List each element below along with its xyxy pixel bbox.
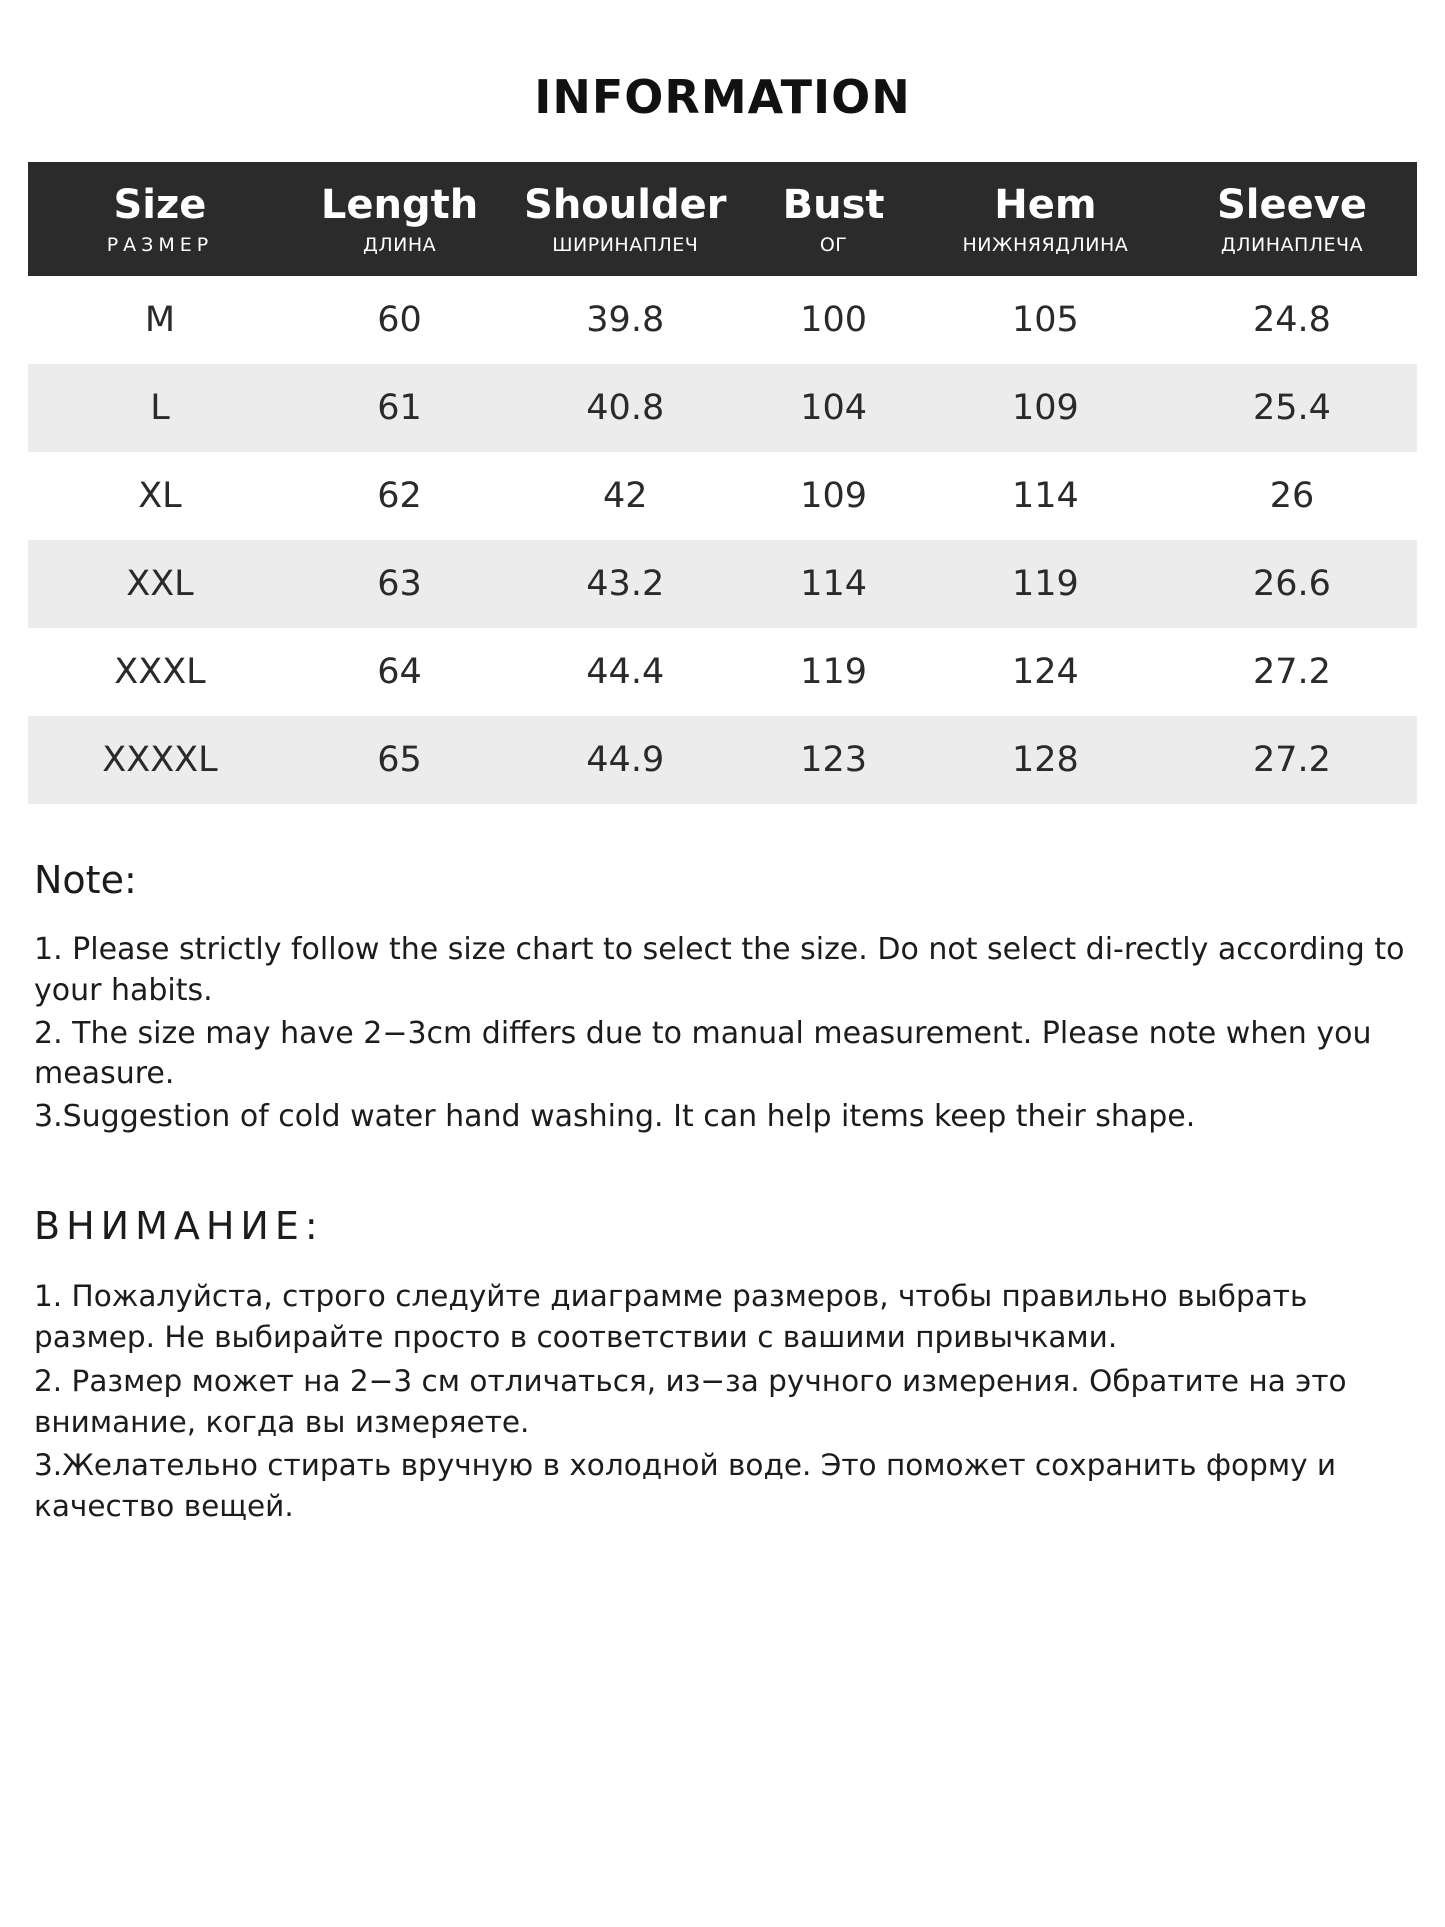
note-heading-russian: ВНИМАНИЕ: — [34, 1203, 324, 1248]
cell-hem: 114 — [1012, 476, 1079, 516]
column-header-sleeve — [1167, 162, 1417, 276]
cell-shoulder: 43.2 — [586, 564, 665, 604]
note-lines-english — [34, 930, 1411, 1138]
column-header-size — [28, 162, 292, 276]
note-heading-english: Note: — [34, 858, 137, 902]
column-header-hem — [924, 162, 1167, 276]
table-row — [28, 276, 1417, 364]
cell-bust: 104 — [800, 388, 867, 428]
column-header-hem-en: Hem — [994, 182, 1097, 228]
note-line: 2. Размер может на 2−3 см отличаться, из−за ручного измерения. Обратите на это внимание, когда вы измеряете. — [34, 1363, 1347, 1439]
column-header-size-en: Size — [113, 182, 207, 228]
size-chart-table — [28, 162, 1417, 804]
cell-shoulder: 40.8 — [586, 388, 665, 428]
cell-hem: 109 — [1012, 388, 1079, 428]
table-row — [28, 716, 1417, 804]
cell-length: 64 — [377, 652, 422, 692]
cell-bust: 123 — [800, 740, 867, 780]
table-row — [28, 364, 1417, 452]
cell-size: M — [144, 300, 176, 340]
cell-length: 60 — [377, 300, 422, 340]
table-row — [28, 540, 1417, 628]
table-row — [28, 452, 1417, 540]
cell-size: XXXXL — [102, 740, 218, 780]
cell-bust: 109 — [800, 476, 867, 516]
cell-length: 62 — [377, 476, 422, 516]
cell-size: XL — [138, 476, 182, 516]
column-header-shoulder — [507, 162, 743, 276]
table-header-row — [28, 162, 1417, 276]
column-header-shoulder-en: Shoulder — [524, 182, 727, 228]
cell-shoulder: 44.4 — [586, 652, 665, 692]
column-header-sleeve-en: Sleeve — [1216, 182, 1367, 228]
table-body — [28, 276, 1417, 804]
cell-size: XXXL — [114, 652, 206, 692]
note-line: 2. The size may have 2−3cm differs due to manual measurement. Please note when you measure. — [34, 1015, 1372, 1092]
column-header-bust-ru: ОГ — [819, 234, 848, 256]
note-section-english — [28, 858, 1417, 1138]
page-title: INFORMATION — [534, 70, 911, 124]
cell-sleeve: 26.6 — [1253, 564, 1331, 604]
column-header-bust — [743, 162, 924, 276]
note-line: 1. Please strictly follow the size chart to select the size. Do not select di-rectly according to your habits. — [34, 932, 1405, 1008]
note-section-russian — [28, 1204, 1417, 1528]
cell-shoulder: 44.9 — [586, 740, 665, 780]
column-header-length — [292, 162, 507, 276]
column-header-bust-en: Bust — [782, 182, 885, 228]
column-header-hem-ru: НИЖНЯЯДЛИНА — [962, 234, 1129, 256]
cell-sleeve: 27.2 — [1253, 740, 1331, 780]
note-line: 3.Желательно стирать вручную в холодной воде. Это поможет сохранить форму и качество вещей. — [34, 1448, 1337, 1524]
column-header-length-en: Length — [320, 182, 479, 228]
cell-hem: 128 — [1012, 740, 1079, 780]
table-header — [28, 162, 1417, 276]
cell-bust: 114 — [800, 564, 867, 604]
cell-size: L — [150, 388, 170, 428]
cell-length: 61 — [377, 388, 422, 428]
note-lines-russian — [34, 1276, 1411, 1528]
cell-sleeve: 27.2 — [1253, 652, 1331, 692]
column-header-size-ru: РАЗМЕР — [106, 234, 214, 256]
cell-shoulder: 39.8 — [586, 300, 665, 340]
cell-shoulder: 42 — [602, 476, 648, 516]
cell-hem: 124 — [1012, 652, 1079, 692]
cell-length: 63 — [377, 564, 422, 604]
cell-length: 65 — [377, 740, 422, 780]
table-row — [28, 628, 1417, 716]
column-header-length-ru: ДЛИНА — [362, 234, 437, 256]
note-line: 3.Suggestion of cold water hand washing. It can help items keep their shape. — [34, 1099, 1196, 1135]
cell-hem: 119 — [1012, 564, 1079, 604]
cell-bust: 100 — [800, 300, 867, 340]
cell-size: XXL — [126, 564, 194, 604]
cell-sleeve: 26 — [1269, 476, 1315, 516]
column-header-sleeve-ru: ДЛИНАПЛЕЧА — [1220, 234, 1364, 256]
cell-hem: 105 — [1012, 300, 1079, 340]
cell-sleeve: 24.8 — [1253, 300, 1331, 340]
note-line: 1. Пожалуйста, строго следуйте диаграмме размеров, чтобы правильно выбрать размер. Не выбирайте просто в соответствии с вашими привычками. — [34, 1278, 1308, 1355]
cell-sleeve: 25.4 — [1253, 388, 1331, 428]
cell-bust: 119 — [800, 652, 867, 692]
column-header-shoulder-ru: ШИРИНАПЛЕЧ — [552, 234, 699, 256]
